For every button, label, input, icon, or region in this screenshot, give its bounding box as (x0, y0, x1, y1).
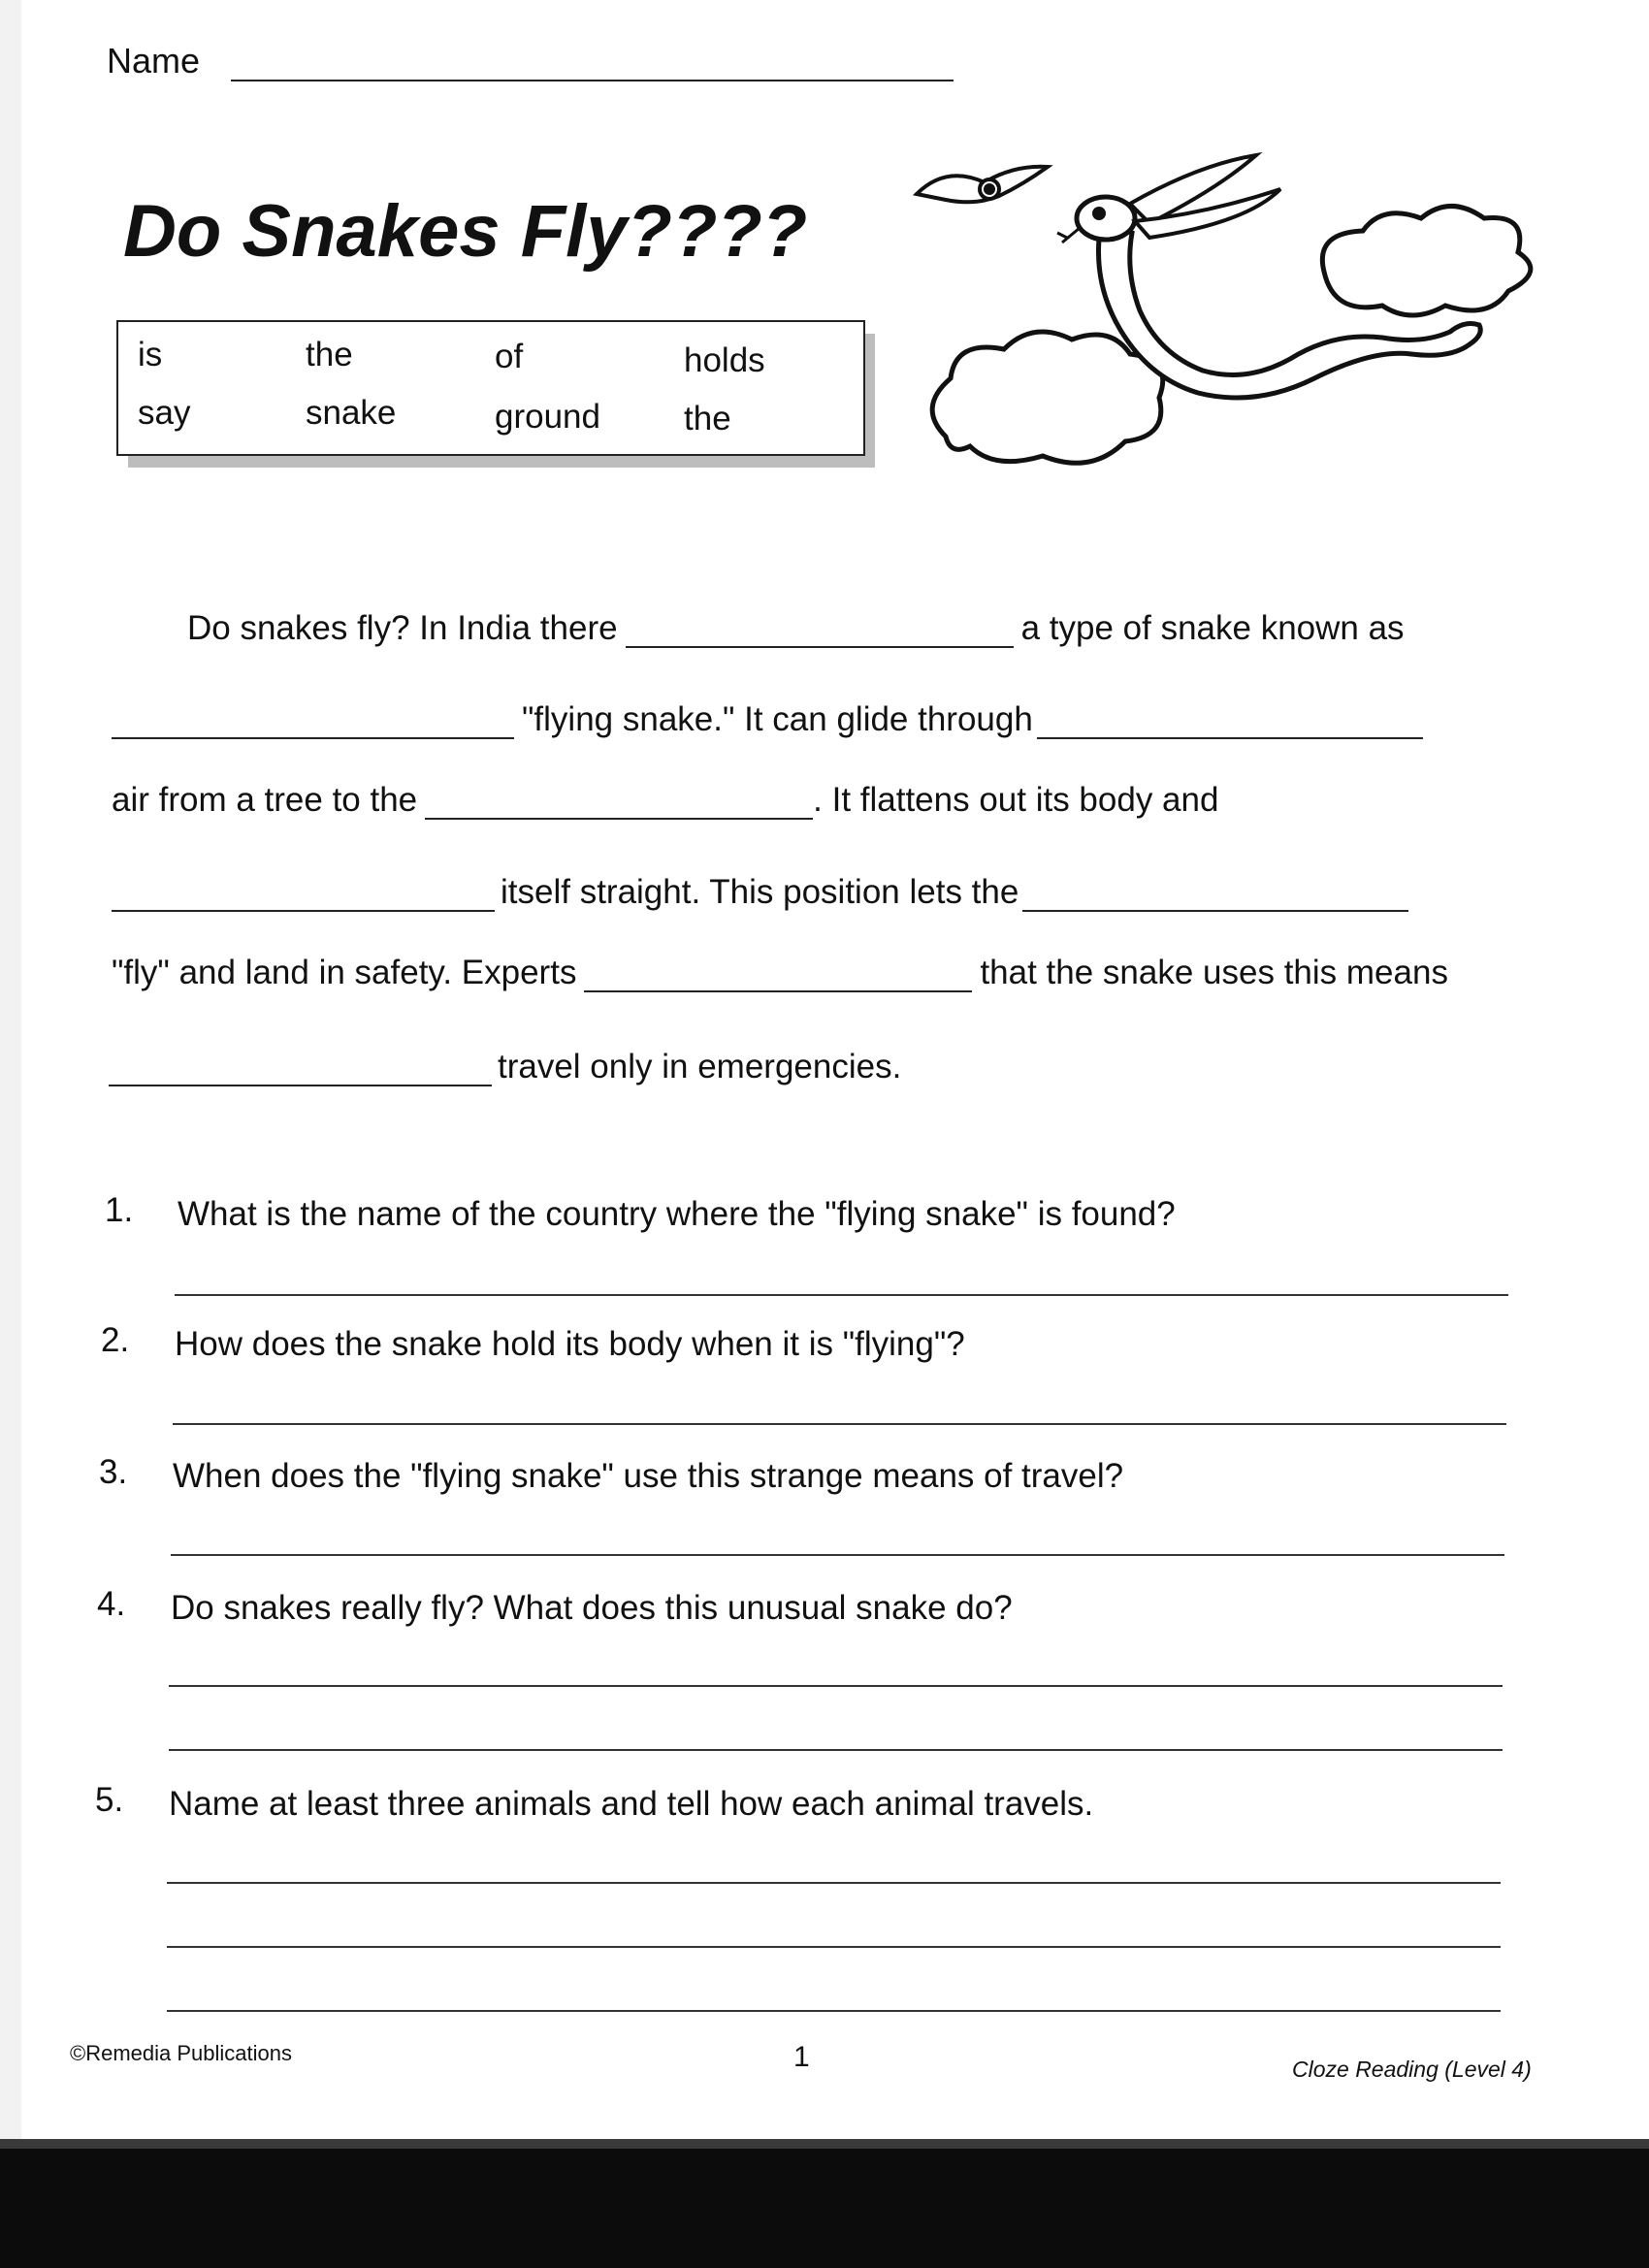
question-text: Name at least three animals and tell how each animal travels. (169, 1785, 1094, 1823)
word-bank-word: the (684, 400, 731, 437)
question-text: Do snakes really fly? What does this unusual snake do? (171, 1589, 1013, 1627)
word-bank (116, 320, 865, 456)
cloud-icon (1322, 207, 1531, 316)
name-label: Name (107, 41, 201, 81)
passage-text: that the snake uses this means (980, 954, 1448, 991)
question-text: What is the name of the country where the "flying snake" is found? (178, 1195, 1176, 1233)
passage-line-4 (112, 873, 1408, 912)
word-bank-word: say (138, 394, 191, 432)
passage-line-2 (112, 700, 1423, 739)
answer-line[interactable] (169, 1685, 1503, 1687)
question-text: When does the "flying snake" use this strange means of travel? (173, 1457, 1124, 1495)
passage-blank-6[interactable] (1022, 881, 1408, 912)
answer-line[interactable] (175, 1294, 1508, 1296)
passage-blank-8[interactable] (109, 1055, 492, 1086)
passage-text: a type of snake known as (1020, 609, 1405, 647)
flying-snake-illustration (907, 146, 1567, 495)
passage-text: . It flattens out its body and (813, 781, 1219, 819)
page-title: Do Snakes Fly???? (123, 190, 808, 273)
passage-line-3 (112, 781, 1218, 820)
answer-line[interactable] (167, 1882, 1501, 1884)
page-number: 1 (793, 2041, 810, 2073)
series-title: Cloze Reading (Level 4) (1292, 2057, 1532, 2082)
answer-line[interactable] (169, 1749, 1503, 1751)
passage-line-1 (187, 609, 1405, 648)
word-bank-word: snake (306, 394, 397, 432)
answer-line[interactable] (167, 2010, 1501, 2012)
word-bank-word: is (138, 336, 163, 373)
answer-line[interactable] (171, 1554, 1504, 1556)
word-bank-word: of (495, 338, 524, 375)
bird-icon (917, 167, 1048, 202)
scan-edge-strip (0, 2139, 1649, 2149)
word-bank-word: the (306, 336, 353, 373)
answer-line[interactable] (173, 1423, 1506, 1425)
scan-bottom-band (0, 2139, 1649, 2268)
name-row (107, 41, 954, 81)
publisher-credit: ©Remedia Publications (70, 2041, 292, 2065)
passage-blank-5[interactable] (112, 881, 495, 912)
passage-line-6 (109, 1048, 901, 1086)
question-number: 4. (97, 1585, 126, 1623)
word-bank-word: ground (495, 398, 600, 436)
passage-blank-4[interactable] (425, 789, 813, 820)
question-number: 1. (105, 1191, 134, 1229)
passage-text: "flying snake." It can glide through (522, 700, 1033, 738)
passage-text: "fly" and land in safety. Experts (112, 954, 577, 991)
passage-blank-7[interactable] (584, 961, 972, 992)
question-number: 2. (101, 1321, 130, 1359)
page-edge (0, 0, 21, 2268)
passage-line-5 (112, 954, 1448, 992)
question-text: How does the snake hold its body when it is "flying"? (175, 1325, 965, 1363)
name-field[interactable] (231, 45, 954, 81)
passage-blank-3[interactable] (1037, 708, 1423, 739)
word-bank-word: holds (684, 341, 765, 379)
passage-blank-1[interactable] (626, 617, 1014, 648)
cloud-icon (932, 332, 1163, 463)
passage-blank-2[interactable] (112, 708, 514, 739)
answer-line[interactable] (167, 1946, 1501, 1948)
passage-text: air from a tree to the (112, 781, 418, 819)
passage-text: itself straight. This position lets the (501, 873, 1019, 911)
question-number: 3. (99, 1453, 128, 1491)
passage-text: Do snakes fly? In India there (187, 609, 618, 647)
question-number: 5. (95, 1781, 124, 1819)
passage-text: travel only in emergencies. (498, 1048, 902, 1085)
